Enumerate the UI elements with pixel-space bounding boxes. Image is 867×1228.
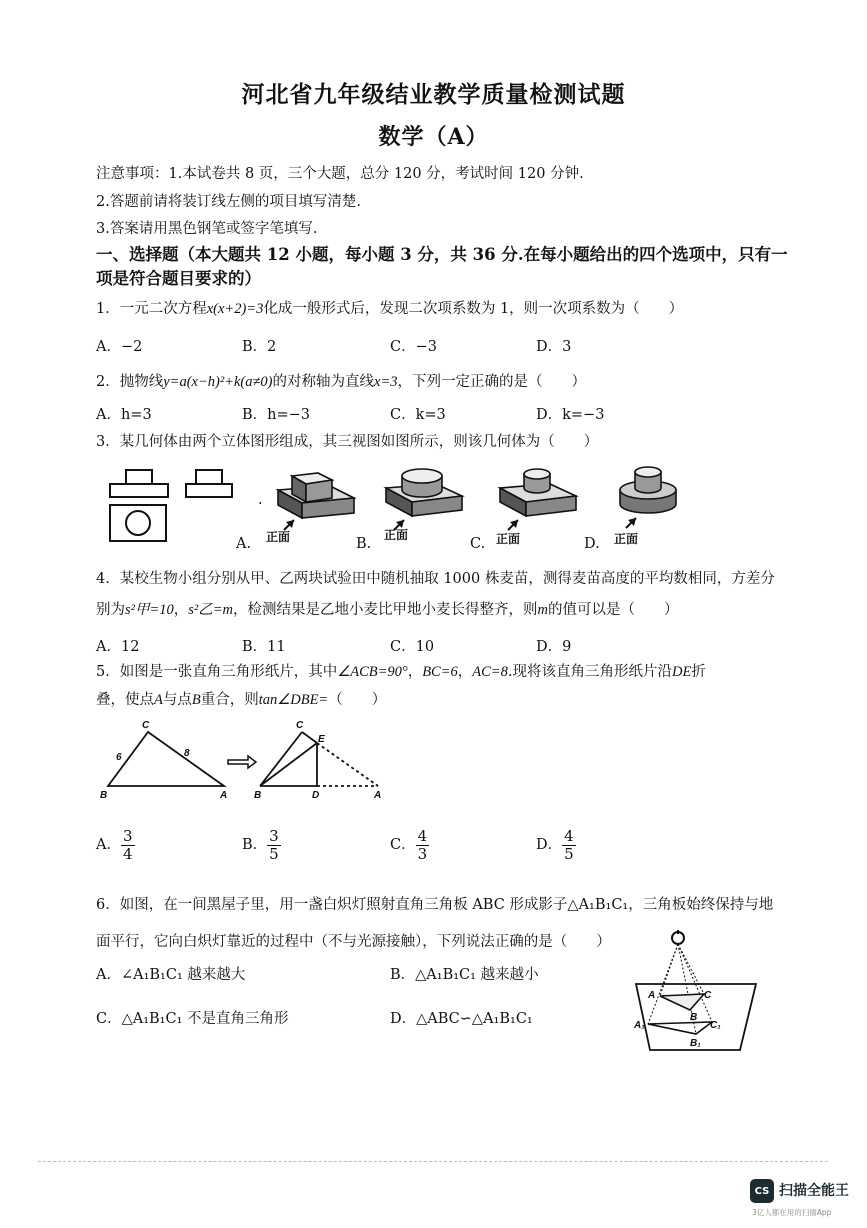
q5-option-b-label: B．: [242, 837, 268, 853]
q5-option-a-label: A．: [96, 837, 121, 853]
q5-label-six: 6: [116, 752, 122, 763]
q5-label-b: B: [100, 790, 108, 801]
q2-equation: y=a(x−h)²+k(a≠0): [163, 374, 273, 390]
q3-dot: .: [258, 492, 263, 508]
q5-line1-end: 折: [691, 664, 706, 680]
q2-option-c: C．k=3: [390, 407, 446, 423]
q5-line2-mid2: 重合，则: [200, 692, 259, 708]
q2-stem-pre: 2．抛物线: [96, 374, 164, 390]
q3-stem: 3．某几何体由两个立体图形组成，其三视图如图所示，则该几何体为（ ）: [96, 434, 599, 450]
q5-option-c-label: C．: [390, 837, 416, 853]
q6-label-a: A: [648, 990, 656, 1001]
q4-line2: 别为s²甲=10，s²乙=m，检测结果是乙地小麦比甲地小麦长得整齐，则m的值可以是（ ）: [96, 602, 679, 618]
front-view-top: [126, 470, 152, 484]
q6-light-shadow-figure: [630, 926, 760, 1054]
q6-option-a: A．∠A₁B₁C₁ 越来越大: [96, 967, 246, 983]
top-view-circle: [126, 511, 150, 535]
footer-divider: [38, 1161, 828, 1162]
q5-label-e: E: [318, 734, 325, 745]
q5-triangle-figure: [96, 716, 396, 806]
q5-bc: BC=6: [422, 664, 458, 680]
page-subtitle: 数学（A）: [378, 124, 489, 150]
q3-front-label-c: 正面: [496, 532, 521, 546]
q5-point-b: B: [191, 692, 201, 708]
q3-front-label-d: 正面: [614, 532, 639, 546]
q6-line2: 面平行，它向白炽灯靠近的过程中（不与光源接触），下列说法正确的是（ ）: [96, 934, 611, 950]
q5-option-a: [96, 828, 135, 862]
q3-front-label-a: 正面: [266, 530, 291, 544]
side-view-top: [196, 470, 222, 484]
q5-original-triangle: [108, 732, 224, 786]
q5-ac: AC=8: [472, 664, 508, 680]
scanner-tagline: 3亿人都在用的扫描App: [752, 1208, 832, 1217]
side-view-base: [186, 484, 232, 497]
q2-axis-equation: x=3: [374, 374, 398, 390]
q1-option-d: D．3: [536, 339, 572, 355]
q5-option-c-den: 3: [417, 844, 428, 863]
q3-option-d: D.: [584, 536, 600, 552]
q5-tan-expression: tan∠DBE=: [258, 692, 329, 708]
q6-option-c: C．△A₁B₁C₁ 不是直角三角形: [96, 1011, 289, 1027]
q5-label-a: A: [220, 790, 228, 801]
q4-option-c: C．10: [390, 639, 435, 655]
q5-line1-pre: 5．如图是一张直角三角形纸片，其中: [96, 664, 338, 680]
q5-option-a-num: 3: [122, 827, 133, 845]
q5-option-c: [390, 828, 429, 862]
q4-line1: 4．某校生物小组分别从甲、乙两块试验田中随机抽取 1000 株麦苗，测得麦苗高度的平均数相同，方差分: [96, 571, 775, 587]
q5-angle-acb: ∠ACB=90°: [337, 664, 408, 680]
q5-line2-mid: 与点: [162, 692, 192, 708]
q1-stem-pre: 1．一元二次方程: [96, 301, 207, 317]
q5-option-d: [536, 828, 576, 862]
q6-label-c1: C₁: [710, 1020, 721, 1031]
q5-option-b-den: 5: [269, 844, 279, 863]
q3-option-b: B.: [356, 536, 372, 552]
q4-line2-end: 的值可以是（ ）: [548, 602, 679, 618]
q5-option-d-label: D．: [536, 837, 563, 853]
q5-line1: 5．如图是一张直角三角形纸片，其中∠ACB=90°，BC=6，AC=8.现将该直角三角形纸片沿DE折: [96, 664, 706, 680]
q5-label-a2: A: [374, 790, 382, 801]
q5-label-b2: B: [254, 790, 262, 801]
q1-stem-post: 化成一般形式后，发现二次项系数为 1，则一次项系数为（ ）: [263, 301, 684, 317]
q5-line2: [96, 688, 386, 709]
q4-variance-jia: s²甲=10: [125, 602, 174, 618]
q5-option-d-den: 5: [564, 844, 574, 863]
q6-label-b1: B₁: [690, 1038, 701, 1049]
q5-point-a: A: [154, 692, 163, 708]
q2-option-b: B．h=−3: [242, 407, 311, 423]
q4-option-b: B．11: [242, 639, 286, 655]
q2-option-d: D．k=−3: [536, 407, 605, 423]
page-title: 河北省九年级结业教学质量检测试题: [241, 81, 626, 108]
q5-label-eight: 8: [184, 748, 190, 759]
q2-stem-post: ，下列一定正确的是（ ）: [397, 374, 586, 390]
q1-stem: [96, 297, 683, 318]
q1-option-c: C．−3: [390, 339, 437, 355]
q5-line2-pre: 叠，使点: [96, 692, 154, 708]
scanner-brand: 扫描全能王: [779, 1183, 849, 1199]
q3-front-label-b: 正面: [384, 528, 409, 542]
q5-fold-line: DE: [671, 664, 692, 680]
note-1: 注意事项：1.本试卷共 8 页，三个大题，总分 120 分，考试时间 120 分钟.: [96, 166, 584, 182]
q2-stem: [96, 370, 586, 391]
section1-heading-line1: 一、选择题（本大题共 12 小题，每小题 3 分，共 36 分.在每小题给出的四个选项中，只有一: [96, 245, 788, 264]
q4-option-a: A．12: [96, 639, 140, 655]
q6-option-b: B．△A₁B₁C₁ 越来越小: [390, 967, 539, 983]
q5-option-a-den: 4: [122, 844, 133, 863]
scanner-logo-icon: CS: [750, 1179, 774, 1203]
q6-label-b: B: [690, 1012, 698, 1023]
q4-var-m: m: [537, 602, 549, 618]
q5-line1-post: .现将该直角三角形纸片沿: [507, 664, 672, 680]
q5-label-c2: C: [296, 720, 304, 731]
section1-heading-line2: 项是符合题目要求的）: [96, 269, 261, 288]
q1-option-a: A．−2: [96, 339, 143, 355]
q2-option-a: A．h=3: [96, 407, 152, 423]
q3-three-views-figure: [100, 460, 240, 545]
q6-option-d: D．△ABC∽△A₁B₁C₁: [390, 1011, 533, 1027]
q5-option-c-num: 4: [417, 827, 428, 845]
note-2: 2.答题前请将装订线左侧的项目填写清楚.: [96, 194, 361, 210]
q5-option-d-num: 4: [564, 827, 574, 845]
q5-label-c: C: [142, 720, 150, 731]
q5-label-d: D: [312, 790, 320, 801]
q4-line2-post: ，检测结果是乙地小麦比甲地小麦长得整齐，则: [233, 602, 538, 618]
q6-line1: 6．如图，在一间黑屋子里，用一盏白炽灯照射直角三角板 ABC 形成影子△A₁B₁C₁，三角板始终保持与地: [96, 897, 774, 913]
q3-option-a: A.: [236, 536, 252, 552]
q4-line2-pre: 别为: [96, 602, 125, 618]
q1-equation: x(x+2)=3: [206, 301, 264, 317]
front-view-base: [110, 484, 168, 497]
q1-option-b: B．2: [242, 339, 277, 355]
q5-option-b: [242, 828, 281, 862]
q4-option-d: D．9: [536, 639, 572, 655]
q5-option-b-num: 3: [269, 827, 279, 845]
q5-line2-end: （ ）: [328, 692, 387, 708]
q6-label-a1: A₁: [634, 1020, 645, 1031]
note-3: 3.答案请用黑色钢笔或签字笔填写.: [96, 221, 318, 237]
q3-option-c: C.: [470, 536, 486, 552]
q4-variance-yi: s²乙=m: [188, 602, 234, 618]
q2-stem-mid: 的对称轴为直线: [272, 374, 375, 390]
q6-label-c: C: [704, 990, 712, 1001]
